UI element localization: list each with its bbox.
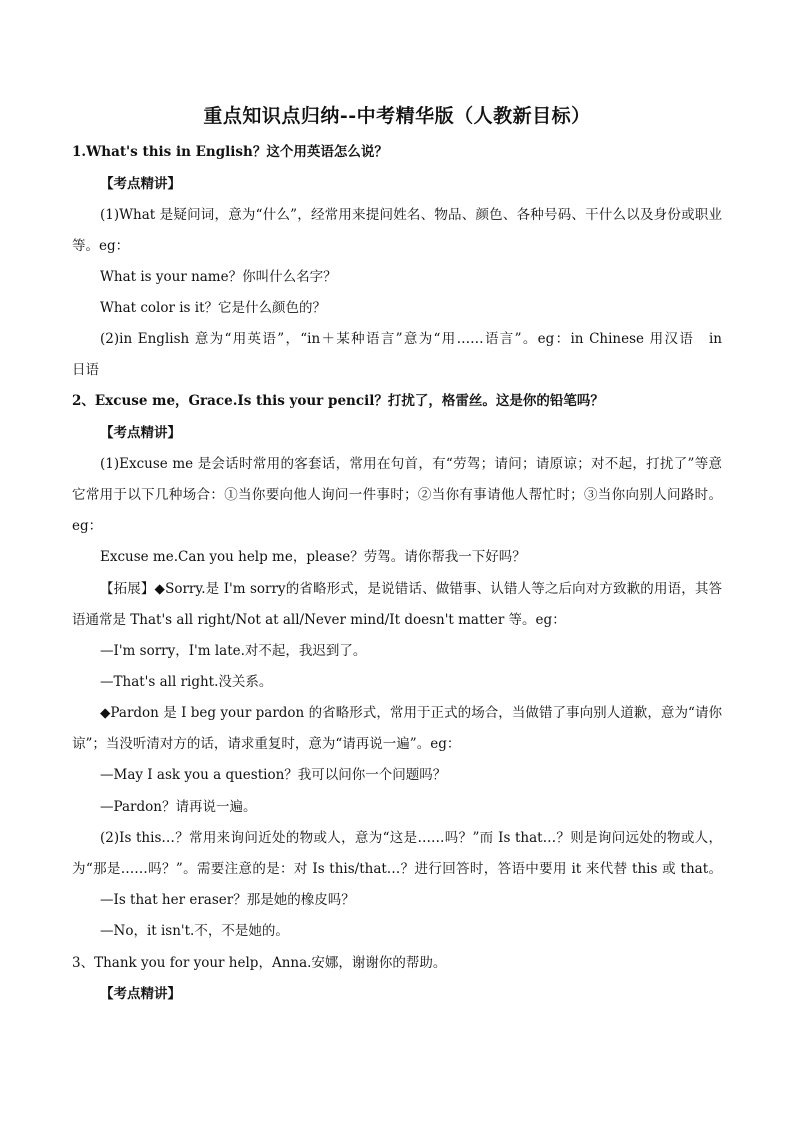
example-line: Excuse me.Can you help me，please？劳驾。请你帮我一下好吗？ [100,549,526,565]
paragraph-line: eg： [72,518,103,534]
dialogue-line: —May I ask you a question？我可以问你一个问题吗？ [100,767,447,783]
dialogue-line: —I'm sorry，I'm late.对不起，我迟到了。 [100,643,367,659]
paragraph-line: 等。eg： [72,238,130,254]
dialogue-line: —No，it isn't.不，不是她的。 [100,923,289,939]
dialogue-line: —That's all right.没关系。 [100,674,273,690]
paragraph-line: (2)Is this…？常用来询问近处的物或人，意为“这是……吗？”而 Is that…？则是询问远处的物或人， [100,830,722,846]
question-2-heading: 2、Excuse me，Grace.Is this your pencil？打扰了，格雷丝。这是你的铅笔吗？ [72,393,604,409]
dialogue-line: —Pardon？请再说一遍。 [100,799,257,815]
section-label: 【考点精讲】 [100,425,181,441]
section-label: 【考点精讲】 [100,986,181,1002]
paragraph-line: 日语 [72,362,99,378]
paragraph-line: 语通常是 That's all right/Not at all/Never mind/It doesn't matter 等。eg： [72,612,566,628]
section-label: 【考点精讲】 [100,176,181,192]
paragraph-line: 谅”；当没听清对方的话，请求重复时，意为“请再说一遍”。eg： [72,736,461,752]
example-line: What is your name？你叫什么名字？ [100,269,337,285]
page-title: 重点知识点归纳--中考精华版（人教新目标） [203,105,591,127]
paragraph-line: ◆Pardon 是 I beg your pardon 的省略形式，常用于正式的场合，当做错了事向别人道歉，意为“请你 [100,705,722,721]
paragraph-line: 它常用于以下几种场合：①当你要向他人询问一件事时；②当你有事请他人帮忙时；③当你向别人问路时。 [72,487,722,503]
paragraph-line: (2)in English 意为“用英语”，“in＋某种语言”意为“用……语言”。eg：in Chinese 用汉语 in [100,331,722,347]
paragraph-line: (1)What 是疑问词，意为“什么”，经常用来提问姓名、物品、颜色、各种号码、干什么以及身份或职业 [100,207,722,223]
question-3-heading: 3、Thank you for your help，Anna.安娜，谢谢你的帮助。 [72,955,447,971]
question-1-heading: 1.What's this in English？这个用英语怎么说？ [72,144,388,160]
example-line: What color is it？它是什么颜色的？ [100,300,326,316]
paragraph-line: (1)Excuse me 是会话时常用的客套话，常用在句首，有“劳驾；请问；请原谅；对不起，打扰了”等意 [100,456,722,472]
dialogue-line: —Is that her eraser？那是她的橡皮吗？ [100,892,355,908]
paragraph-line: 【拓展】◆Sorry.是 I'm sorry的省略形式，是说错话、做错事、认错人等之后向对方致歉的用语，其答 [100,581,722,597]
paragraph-line: 为“那是……吗？”。需要注意的是：对 Is this/that…？进行回答时，答语中要用 it 来代替 this 或 that。 [72,861,722,877]
